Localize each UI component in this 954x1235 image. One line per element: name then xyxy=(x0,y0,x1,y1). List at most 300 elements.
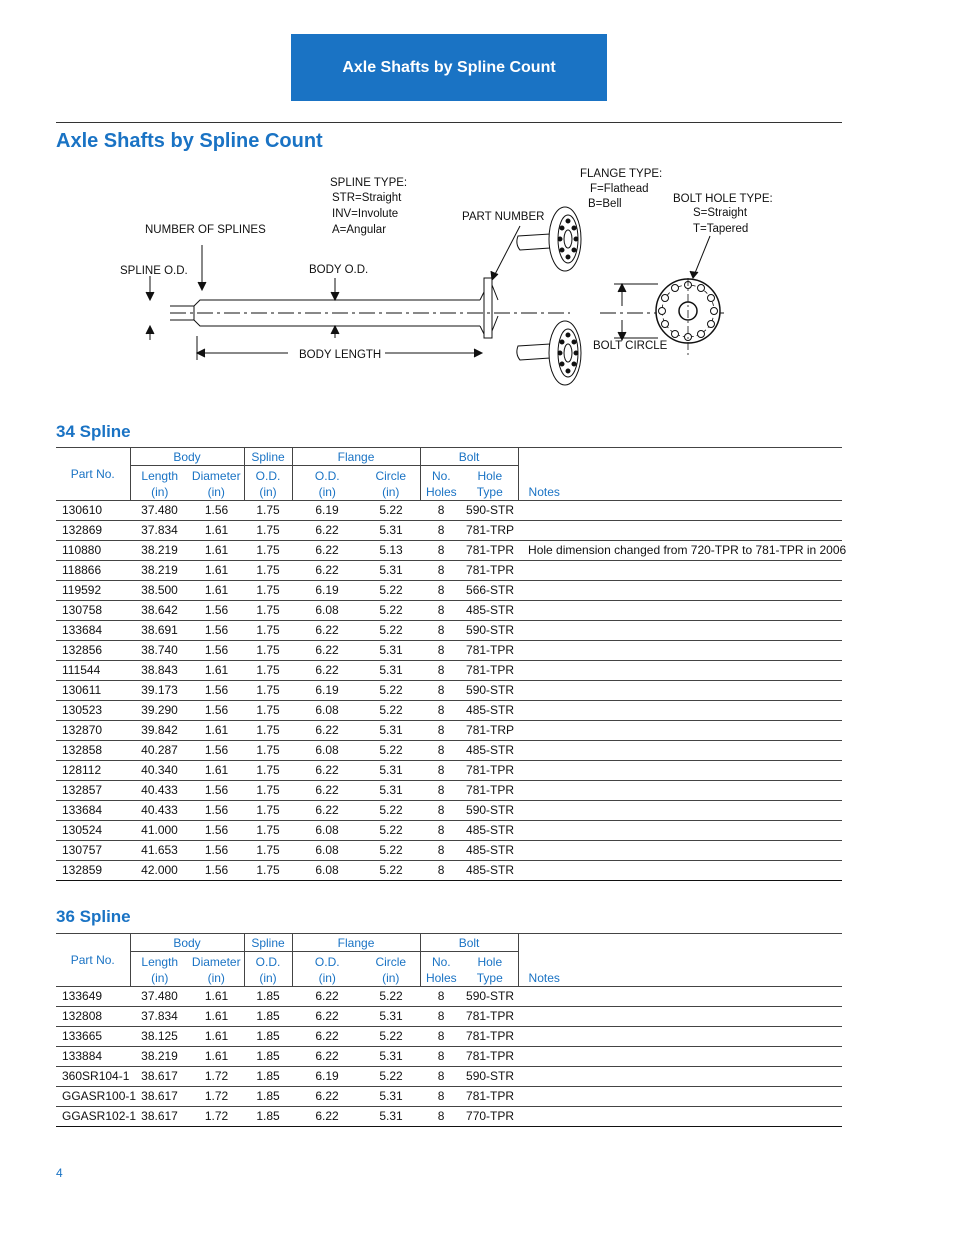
cell-part-no: 132857 xyxy=(56,781,130,801)
cell-body-diameter: 1.72 xyxy=(189,1087,244,1107)
cell-body-length: 39.290 xyxy=(130,701,189,721)
cell-bolt-hole-type: 781-TPR xyxy=(462,1007,518,1027)
cell-body-diameter: 1.56 xyxy=(189,781,244,801)
col-group-body: Body xyxy=(130,448,244,466)
cell-part-no: 132808 xyxy=(56,1007,130,1027)
cell-bolt-hole-type: 590-STR xyxy=(462,501,518,521)
cell-body-length: 38.219 xyxy=(130,1047,189,1067)
cell-part-no: 111544 xyxy=(56,661,130,681)
col-flange-od: O.D. (in) xyxy=(292,466,362,501)
cell-flange-circle: 5.22 xyxy=(362,621,420,641)
cell-flange-od: 6.22 xyxy=(292,1027,362,1047)
col-part-no: Part No. xyxy=(56,934,130,987)
cell-body-diameter: 1.56 xyxy=(189,701,244,721)
cell-body-length: 41.653 xyxy=(130,841,189,861)
cell-bolt-holes: 8 xyxy=(420,1067,462,1087)
cell-bolt-hole-type: 781-TPR xyxy=(462,1047,518,1067)
cell-spline-od: 1.75 xyxy=(244,681,292,701)
cell-notes xyxy=(518,761,842,781)
cell-flange-circle: 5.13 xyxy=(362,541,420,561)
cell-flange-od: 6.22 xyxy=(292,781,362,801)
table-row xyxy=(56,1107,842,1127)
cell-spline-od: 1.75 xyxy=(244,601,292,621)
col-bolt-holes: No. Holes xyxy=(420,952,462,987)
cell-body-diameter: 1.61 xyxy=(189,521,244,541)
cell-flange-od: 6.22 xyxy=(292,1107,362,1127)
cell-body-diameter: 1.61 xyxy=(189,1047,244,1067)
col-flange-od: O.D. (in) xyxy=(292,952,362,987)
cell-notes xyxy=(518,987,842,1007)
col-spline-od: O.D. (in) xyxy=(244,952,292,987)
page-title: Axle Shafts by Spline Count xyxy=(56,130,323,152)
cell-body-length: 38.691 xyxy=(130,621,189,641)
cell-spline-od: 1.75 xyxy=(244,501,292,521)
col-group-bolt: Bolt xyxy=(420,934,518,952)
cell-body-length: 38.125 xyxy=(130,1027,189,1047)
col-flange-circle: Circle (in) xyxy=(362,466,420,501)
page-number: 4 xyxy=(56,1166,63,1180)
cell-spline-od: 1.75 xyxy=(244,561,292,581)
cell-part-no: 133649 xyxy=(56,987,130,1007)
cell-body-length: 41.000 xyxy=(130,821,189,841)
section-title-36-spline: 36 Spline xyxy=(56,907,131,926)
cell-bolt-holes: 8 xyxy=(420,681,462,701)
cell-notes xyxy=(518,1087,842,1107)
cell-flange-od: 6.22 xyxy=(292,541,362,561)
col-bolt-hole-type: Hole Type xyxy=(462,952,518,987)
cell-flange-od: 6.08 xyxy=(292,601,362,621)
cell-bolt-holes: 8 xyxy=(420,1107,462,1127)
cell-body-length: 37.480 xyxy=(130,501,189,521)
cell-part-no: 130524 xyxy=(56,821,130,841)
table-row xyxy=(56,801,842,821)
table-row xyxy=(56,1047,842,1067)
cell-flange-od: 6.08 xyxy=(292,861,362,881)
cell-flange-circle: 5.31 xyxy=(362,721,420,741)
col-group-flange: Flange xyxy=(292,448,420,466)
cell-bolt-holes: 8 xyxy=(420,1027,462,1047)
cell-body-diameter: 1.56 xyxy=(189,801,244,821)
cell-body-diameter: 1.56 xyxy=(189,641,244,661)
cell-spline-od: 1.85 xyxy=(244,1027,292,1047)
cell-body-length: 40.433 xyxy=(130,801,189,821)
cell-part-no: 130611 xyxy=(56,681,130,701)
col-bolt-holes: No. Holes xyxy=(420,466,462,501)
cell-body-diameter: 1.56 xyxy=(189,821,244,841)
col-notes: Notes xyxy=(518,448,842,501)
cell-flange-od: 6.19 xyxy=(292,581,362,601)
cell-flange-circle: 5.22 xyxy=(362,1027,420,1047)
cell-body-length: 38.500 xyxy=(130,581,189,601)
cell-body-diameter: 1.72 xyxy=(189,1067,244,1087)
table-row xyxy=(56,721,842,741)
cell-bolt-hole-type: 485-STR xyxy=(462,821,518,841)
col-part-no: Part No. xyxy=(56,448,130,501)
cell-spline-od: 1.85 xyxy=(244,1087,292,1107)
cell-flange-od: 6.22 xyxy=(292,987,362,1007)
cell-flange-circle: 5.31 xyxy=(362,641,420,661)
cell-bolt-hole-type: 485-STR xyxy=(462,601,518,621)
cell-bolt-hole-type: 590-STR xyxy=(462,987,518,1007)
cell-spline-od: 1.75 xyxy=(244,821,292,841)
cell-part-no: 132858 xyxy=(56,741,130,761)
cell-bolt-holes: 8 xyxy=(420,841,462,861)
cell-bolt-hole-type: 781-TPR xyxy=(462,661,518,681)
cell-body-diameter: 1.56 xyxy=(189,681,244,701)
cell-flange-od: 6.22 xyxy=(292,761,362,781)
cell-notes xyxy=(518,721,842,741)
cell-flange-circle: 5.22 xyxy=(362,701,420,721)
table-row xyxy=(56,741,842,761)
cell-body-length: 38.617 xyxy=(130,1087,189,1107)
cell-bolt-hole-type: 485-STR xyxy=(462,701,518,721)
cell-flange-circle: 5.31 xyxy=(362,661,420,681)
cell-bolt-holes: 8 xyxy=(420,1007,462,1027)
cell-flange-od: 6.22 xyxy=(292,641,362,661)
cell-spline-od: 1.75 xyxy=(244,541,292,561)
label-flange-type-f: F=Flathead xyxy=(590,183,649,195)
cell-spline-od: 1.75 xyxy=(244,641,292,661)
table-row xyxy=(56,1087,842,1107)
col-spline-od: O.D. (in) xyxy=(244,466,292,501)
cell-part-no: 119592 xyxy=(56,581,130,601)
table-row xyxy=(56,601,842,621)
cell-body-length: 40.287 xyxy=(130,741,189,761)
cell-spline-od: 1.75 xyxy=(244,841,292,861)
cell-flange-circle: 5.31 xyxy=(362,1007,420,1027)
cell-flange-od: 6.19 xyxy=(292,501,362,521)
col-group-body: Body xyxy=(130,934,244,952)
cell-bolt-hole-type: 781-TPR xyxy=(462,1027,518,1047)
cell-spline-od: 1.75 xyxy=(244,521,292,541)
label-spline-type-title: SPLINE TYPE: xyxy=(330,177,408,189)
cell-flange-circle: 5.22 xyxy=(362,841,420,861)
table-row xyxy=(56,641,842,661)
cell-bolt-hole-type: 485-STR xyxy=(462,841,518,861)
table-row xyxy=(56,1067,842,1087)
cell-notes xyxy=(518,561,842,581)
cell-body-diameter: 1.61 xyxy=(189,1007,244,1027)
cell-flange-od: 6.22 xyxy=(292,801,362,821)
table-row xyxy=(56,561,842,581)
cell-flange-od: 6.22 xyxy=(292,1047,362,1067)
cell-flange-od: 6.08 xyxy=(292,741,362,761)
cell-flange-circle: 5.31 xyxy=(362,781,420,801)
cell-bolt-hole-type: 781-TPR xyxy=(462,641,518,661)
cell-body-length: 37.834 xyxy=(130,1007,189,1027)
cell-notes xyxy=(518,821,842,841)
table-row xyxy=(56,581,842,601)
col-body-length: Length (in) xyxy=(130,466,189,501)
cell-bolt-holes: 8 xyxy=(420,741,462,761)
cell-body-length: 38.843 xyxy=(130,661,189,681)
label-bolt-hole-s: S=Straight xyxy=(693,207,748,219)
cell-bolt-hole-type: 781-TPR xyxy=(462,541,518,561)
cell-flange-od: 6.22 xyxy=(292,721,362,741)
cell-notes xyxy=(518,1027,842,1047)
section-title-34-spline: 34 Spline xyxy=(56,422,131,441)
cell-spline-od: 1.75 xyxy=(244,761,292,781)
cell-flange-circle: 5.22 xyxy=(362,801,420,821)
table-row xyxy=(56,681,842,701)
cell-bolt-holes: 8 xyxy=(420,701,462,721)
label-body-od: BODY O.D. xyxy=(309,264,369,276)
cell-body-length: 39.173 xyxy=(130,681,189,701)
cell-notes xyxy=(518,501,842,521)
cell-part-no: 130523 xyxy=(56,701,130,721)
cell-spline-od: 1.85 xyxy=(244,1047,292,1067)
cell-spline-od: 1.85 xyxy=(244,1067,292,1087)
cell-part-no: 130758 xyxy=(56,601,130,621)
bell-flange-icon xyxy=(517,321,581,385)
cell-bolt-holes: 8 xyxy=(420,801,462,821)
cell-body-diameter: 1.61 xyxy=(189,721,244,741)
cell-body-diameter: 1.56 xyxy=(189,841,244,861)
cell-flange-od: 6.19 xyxy=(292,1067,362,1087)
cell-notes xyxy=(518,641,842,661)
col-group-spline: Spline xyxy=(244,934,292,952)
cell-flange-od: 6.22 xyxy=(292,561,362,581)
cell-body-length: 38.617 xyxy=(130,1067,189,1087)
cell-flange-od: 6.22 xyxy=(292,621,362,641)
cell-part-no: 130757 xyxy=(56,841,130,861)
cell-flange-circle: 5.22 xyxy=(362,1067,420,1087)
cell-body-length: 38.219 xyxy=(130,541,189,561)
cell-part-no: 133884 xyxy=(56,1047,130,1067)
cell-spline-od: 1.85 xyxy=(244,987,292,1007)
table-row xyxy=(56,841,842,861)
cell-body-length: 40.340 xyxy=(130,761,189,781)
cell-notes xyxy=(518,1107,842,1127)
cell-part-no: GGASR102-1 xyxy=(56,1107,130,1127)
table-row xyxy=(56,661,842,681)
label-spline-type-str: STR=Straight xyxy=(332,192,402,204)
cell-bolt-holes: 8 xyxy=(420,621,462,641)
cell-body-diameter: 1.56 xyxy=(189,741,244,761)
cell-notes xyxy=(518,681,842,701)
cell-bolt-hole-type: 590-STR xyxy=(462,801,518,821)
cell-body-length: 38.642 xyxy=(130,601,189,621)
cell-spline-od: 1.75 xyxy=(244,741,292,761)
cell-bolt-hole-type: 590-STR xyxy=(462,681,518,701)
cell-notes xyxy=(518,861,842,881)
cell-part-no: 360SR104-1 xyxy=(56,1067,130,1087)
cell-body-diameter: 1.61 xyxy=(189,581,244,601)
cell-part-no: 130610 xyxy=(56,501,130,521)
cell-bolt-holes: 8 xyxy=(420,761,462,781)
cell-bolt-holes: 8 xyxy=(420,521,462,541)
cell-bolt-holes: 8 xyxy=(420,781,462,801)
axle-shaft-diagram xyxy=(110,160,790,400)
cell-flange-od: 6.22 xyxy=(292,1087,362,1107)
cell-body-length: 37.480 xyxy=(130,987,189,1007)
cell-flange-circle: 5.22 xyxy=(362,821,420,841)
cell-part-no: 133665 xyxy=(56,1027,130,1047)
cell-body-diameter: 1.61 xyxy=(189,761,244,781)
label-flange-type-title: FLANGE TYPE: xyxy=(580,168,663,180)
table-row xyxy=(56,987,842,1007)
cell-bolt-holes: 8 xyxy=(420,987,462,1007)
cell-notes xyxy=(518,1007,842,1027)
cell-body-length: 42.000 xyxy=(130,861,189,881)
cell-part-no: 128112 xyxy=(56,761,130,781)
cell-flange-circle: 5.31 xyxy=(362,1087,420,1107)
label-part-number: PART NUMBER xyxy=(462,211,545,223)
cell-part-no: GGASR100-1 xyxy=(56,1087,130,1107)
cell-bolt-hole-type: 781-TPR xyxy=(462,781,518,801)
spline-36-table xyxy=(56,933,842,1127)
cell-spline-od: 1.75 xyxy=(244,861,292,881)
cell-bolt-holes: 8 xyxy=(420,861,462,881)
cell-part-no: 133684 xyxy=(56,801,130,821)
cell-body-length: 38.219 xyxy=(130,561,189,581)
cell-notes xyxy=(518,701,842,721)
cell-body-length: 39.842 xyxy=(130,721,189,741)
cell-flange-circle: 5.31 xyxy=(362,521,420,541)
cell-spline-od: 1.75 xyxy=(244,721,292,741)
cell-flange-circle: 5.22 xyxy=(362,861,420,881)
label-flange-type-b: B=Bell xyxy=(588,198,622,210)
cell-flange-od: 6.08 xyxy=(292,821,362,841)
label-bolt-hole-title: BOLT HOLE TYPE: xyxy=(673,193,773,205)
cell-flange-circle: 5.31 xyxy=(362,1047,420,1067)
cell-bolt-hole-type: 781-TRP xyxy=(462,721,518,741)
cell-bolt-holes: 8 xyxy=(420,641,462,661)
cell-bolt-hole-type: 566-STR xyxy=(462,581,518,601)
cell-body-diameter: 1.56 xyxy=(189,621,244,641)
table-row xyxy=(56,701,842,721)
table-row xyxy=(56,521,842,541)
cell-body-length: 38.740 xyxy=(130,641,189,661)
cell-notes xyxy=(518,661,842,681)
cell-part-no: 133684 xyxy=(56,621,130,641)
cell-notes xyxy=(518,621,842,641)
cell-body-diameter: 1.61 xyxy=(189,661,244,681)
table-row xyxy=(56,821,842,841)
cell-spline-od: 1.85 xyxy=(244,1107,292,1127)
cell-bolt-holes: 8 xyxy=(420,541,462,561)
flange-profile xyxy=(484,278,492,338)
cell-spline-od: 1.75 xyxy=(244,701,292,721)
table-row xyxy=(56,621,842,641)
cell-bolt-hole-type: 781-TRP xyxy=(462,521,518,541)
cell-bolt-hole-type: 590-STR xyxy=(462,1067,518,1087)
cell-bolt-holes: 8 xyxy=(420,601,462,621)
cell-flange-circle: 5.22 xyxy=(362,681,420,701)
cell-flange-circle: 5.22 xyxy=(362,601,420,621)
cell-flange-circle: 5.31 xyxy=(362,761,420,781)
cell-bolt-holes: 8 xyxy=(420,821,462,841)
cell-spline-od: 1.85 xyxy=(244,1007,292,1027)
cell-notes xyxy=(518,781,842,801)
table-row xyxy=(56,1007,842,1027)
cell-bolt-hole-type: 781-TPR xyxy=(462,561,518,581)
cell-bolt-holes: 8 xyxy=(420,581,462,601)
table-row xyxy=(56,861,842,881)
cell-flange-od: 6.22 xyxy=(292,1007,362,1027)
cell-notes xyxy=(518,741,842,761)
label-spline-type-a: A=Angular xyxy=(332,224,387,236)
label-body-length: BODY LENGTH xyxy=(299,349,382,361)
cell-spline-od: 1.75 xyxy=(244,781,292,801)
col-notes: Notes xyxy=(518,934,842,987)
cell-notes xyxy=(518,601,842,621)
col-flange-circle: Circle (in) xyxy=(362,952,420,987)
cell-flange-circle: 5.31 xyxy=(362,561,420,581)
label-bolt-circle: BOLT CIRCLE xyxy=(593,340,668,352)
header-tab-title: Axle Shafts by Spline Count xyxy=(342,58,556,76)
header-tab xyxy=(291,34,607,101)
header-divider xyxy=(56,122,842,123)
cell-bolt-hole-type: 781-TPR xyxy=(462,1087,518,1107)
table-row xyxy=(56,501,842,521)
cell-flange-circle: 5.22 xyxy=(362,581,420,601)
label-number-of-splines: NUMBER OF SPLINES xyxy=(145,224,266,236)
col-body-diameter: Diameter (in) xyxy=(189,466,244,501)
cell-body-diameter: 1.61 xyxy=(189,987,244,1007)
cell-bolt-hole-type: 770-TPR xyxy=(462,1107,518,1127)
cell-body-diameter: 1.61 xyxy=(189,1027,244,1047)
cell-part-no: 118866 xyxy=(56,561,130,581)
cell-body-diameter: 1.61 xyxy=(189,541,244,561)
cell-bolt-holes: 8 xyxy=(420,501,462,521)
cell-flange-od: 6.22 xyxy=(292,661,362,681)
col-body-length: Length (in) xyxy=(130,952,189,987)
table-row xyxy=(56,1027,842,1047)
label-spline-od: SPLINE O.D. xyxy=(120,265,188,277)
cell-flange-od: 6.22 xyxy=(292,521,362,541)
cell-spline-od: 1.75 xyxy=(244,801,292,821)
cell-notes xyxy=(518,581,842,601)
label-bolt-hole-t: T=Tapered xyxy=(693,223,749,235)
cell-body-length: 38.617 xyxy=(130,1107,189,1127)
cell-bolt-holes: 8 xyxy=(420,561,462,581)
cell-spline-od: 1.75 xyxy=(244,661,292,681)
cell-bolt-hole-type: 485-STR xyxy=(462,741,518,761)
cell-flange-circle: 5.22 xyxy=(362,987,420,1007)
cell-notes xyxy=(518,801,842,821)
col-group-bolt: Bolt xyxy=(420,448,518,466)
cell-bolt-hole-type: 485-STR xyxy=(462,861,518,881)
cell-part-no: 132869 xyxy=(56,521,130,541)
cell-part-no: 132870 xyxy=(56,721,130,741)
table-row xyxy=(56,781,842,801)
cell-body-diameter: 1.61 xyxy=(189,561,244,581)
cell-bolt-holes: 8 xyxy=(420,1047,462,1067)
cell-part-no: 132856 xyxy=(56,641,130,661)
cell-notes xyxy=(518,1067,842,1087)
cell-bolt-holes: 8 xyxy=(420,661,462,681)
col-group-flange: Flange xyxy=(292,934,420,952)
col-bolt-hole-type: Hole Type xyxy=(462,466,518,501)
cell-flange-od: 6.08 xyxy=(292,841,362,861)
cell-notes xyxy=(518,1047,842,1067)
cell-spline-od: 1.75 xyxy=(244,621,292,641)
cell-body-length: 40.433 xyxy=(130,781,189,801)
spline-34-table xyxy=(56,447,847,881)
cell-notes xyxy=(518,841,842,861)
cell-part-no: 110880 xyxy=(56,541,130,561)
cell-notes xyxy=(518,521,842,541)
cell-notes: Hole dimension changed from 720-TPR to 781-TPR in 2006 xyxy=(518,541,842,561)
cell-bolt-holes: 8 xyxy=(420,1087,462,1107)
cell-bolt-hole-type: 781-TPR xyxy=(462,761,518,781)
table-row xyxy=(56,541,842,561)
cell-body-length: 37.834 xyxy=(130,521,189,541)
cell-flange-circle: 5.31 xyxy=(362,1107,420,1127)
cell-flange-od: 6.08 xyxy=(292,701,362,721)
cell-flange-circle: 5.22 xyxy=(362,501,420,521)
